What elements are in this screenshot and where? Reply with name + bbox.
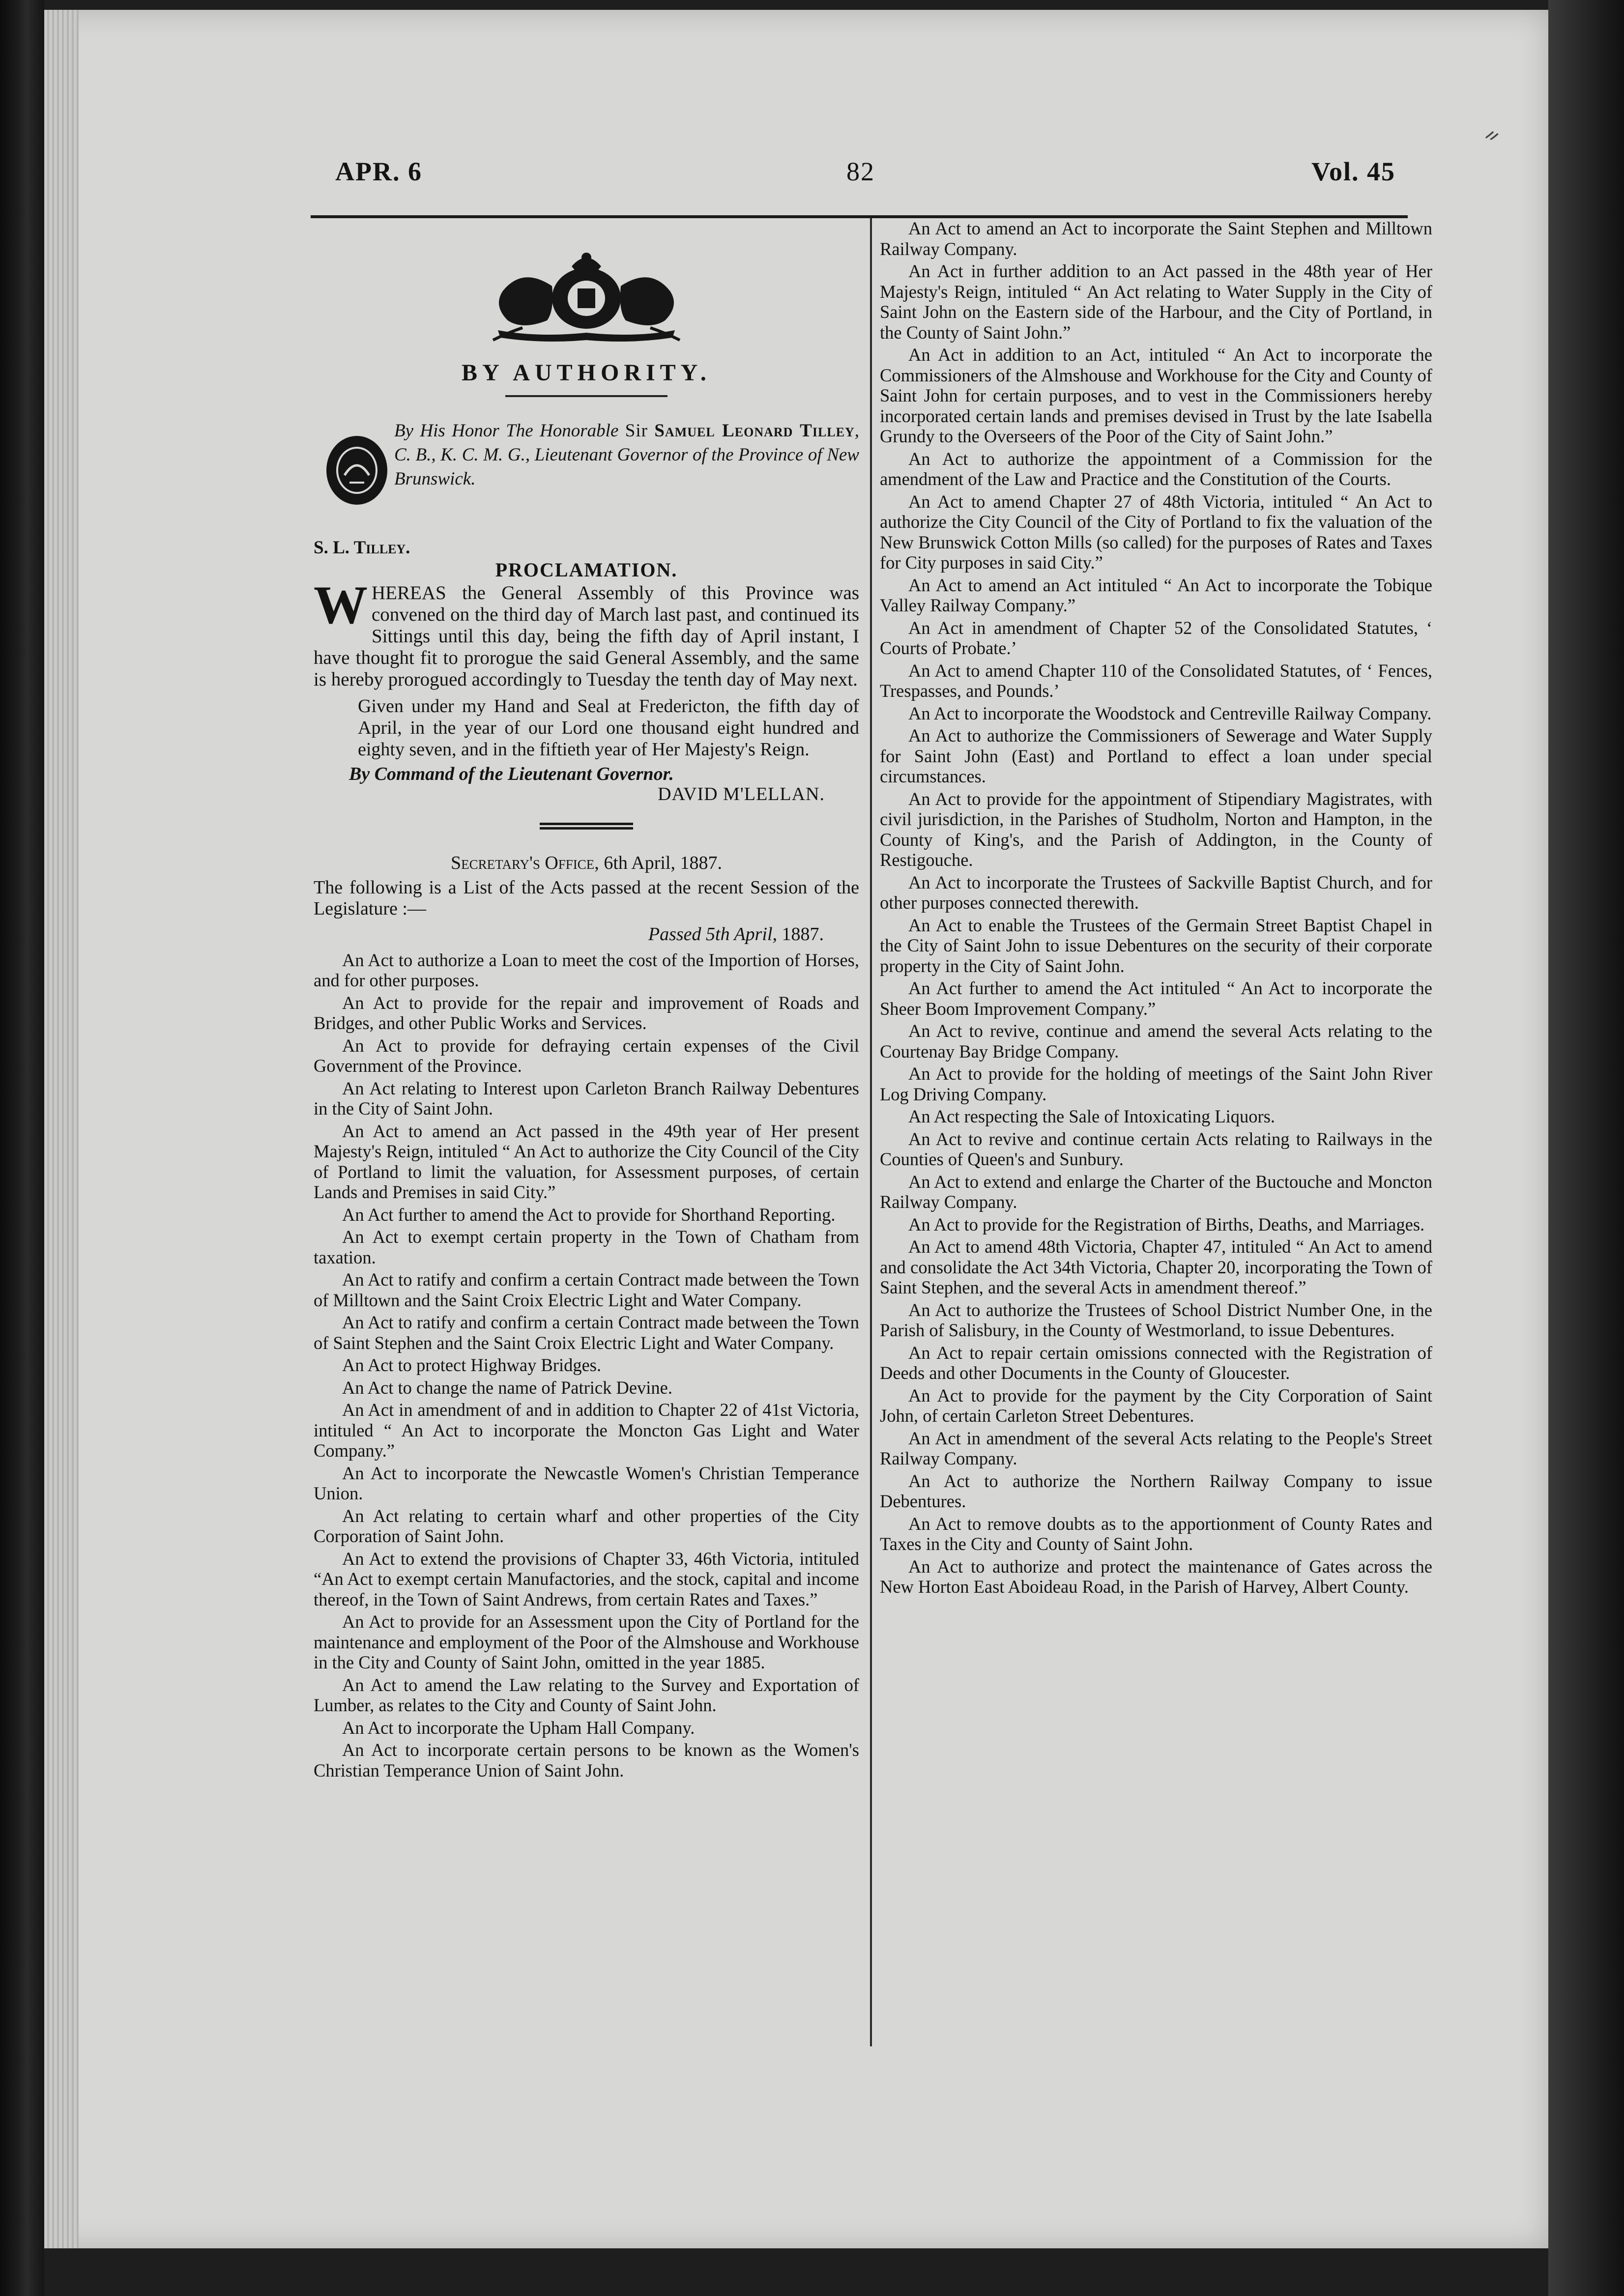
act-item: An Act relating to certain wharf and other properties of the City Corporation of Saint John. <box>314 1505 859 1546</box>
act-item: An Act to amend an Act to incorporate the Saint Stephen and Milltown Railway Company. <box>880 218 1432 259</box>
act-item: An Act to incorporate the Woodstock and Centreville Railway Company. <box>908 703 1432 723</box>
header-date: APR. 6 <box>335 157 422 186</box>
act-item: An Act respecting the Sale of Intoxicating Liquors. <box>908 1106 1276 1126</box>
by-authority-heading: BY AUTHORITY. <box>462 360 711 386</box>
act-item: An Act to authorize the Commissioners of Sewerage and Water Supply for Saint John (East) and Portland to effect a loan under special circumstances. <box>880 725 1432 786</box>
act-item: An Act to amend Chapter 27 of 48th Victoria, intituled “ An Act to authorize the City Council of the City of Portland to fix the valuation of the New Brunswick Cotton Mills (so called) for the purposes of Rates and Taxes for City purposes in said City.” <box>880 491 1432 573</box>
act-item: An Act to protect Highway Bridges. <box>342 1355 602 1375</box>
act-item: An Act to amend 48th Victoria, Chapter 47, intituled “ An Act to amend and consolidate the Act 34th Victoria, Chapter 20, incorporating the Town of Saint Stephen, and the several Acts in amendment thereof.” <box>880 1236 1432 1297</box>
act-item: An Act to repair certain omissions connected with the Registration of Deeds and other Documents in the County of Gloucester. <box>880 1342 1432 1383</box>
left-column <box>314 216 859 1782</box>
right-column <box>880 218 1432 1599</box>
act-item: An Act to enable the Trustees of the Germain Street Baptist Chapel in the City of Saint John to issue Debentures on the security of their corporate property in the City of Saint John. <box>880 915 1432 976</box>
passed-year: 1887. <box>782 924 824 945</box>
drop-cap: W <box>314 574 368 635</box>
act-item: An Act to amend Chapter 110 of the Consolidated Statutes, of ‘ Fences, Trespasses, and Pounds.’ <box>880 660 1432 701</box>
secretary-office-line <box>314 853 859 874</box>
act-item: An Act to authorize the appointment of a Commission for the amendment of the Law and Practice and the Constitution of the Courts. <box>880 448 1432 489</box>
act-item: An Act to provide for the appointment of Stipendiary Magistrates, with civil jurisdiction, in the Parishes of Studholm, Norton and Hampton, in the County of King's, and the Parish of Addington, in the County of Restigouche. <box>880 788 1432 870</box>
act-item: An Act to ratify and confirm a certain Contract made between the Town of Milltown and the Saint Croix Electric Light and Water Company. <box>314 1269 859 1310</box>
act-item: An Act to incorporate certain persons to be known as the Women's Christian Temperance Union of Saint John. <box>314 1740 859 1780</box>
passed-date <box>314 924 824 945</box>
act-item: An Act to authorize the Trustees of School District Number One, in the Parish of Salisbury, in the County of Westmorland, to issue Debentures. <box>880 1299 1432 1340</box>
given-under-hand: Given under my Hand and Seal at Fredericton, the fifth day of April, in the year of our Lord one thousand eight hundred and eighty seven, and in the fiftieth year of Her Majesty's Reign. <box>358 695 859 760</box>
act-item: An Act in addition to an Act, intituled “ An Act to incorporate the Commissioners of the Almshouse and Workhouse for the City and County of Saint John for certain purposes, and to vest in the Commissioners hereby incorporated certain lands and premises devised in Trust by the late Isabella Grundy to the Overseers of the Poor of the City of Saint John.” <box>880 344 1432 446</box>
act-item: An Act to revive, continue and amend the several Acts relating to the Courtenay Bay Bridge Company. <box>880 1021 1432 1062</box>
proclamation-title: PROCLAMATION. <box>495 559 678 581</box>
governor-titles: , C. B., K. C. M. G., Lieutenant Governor of the Province of New Brunswick. <box>394 420 860 489</box>
act-item: An Act to remove doubts as to the apportionment of County Rates and Taxes in the City and County of Saint John. <box>880 1513 1432 1554</box>
act-item: An Act to change the name of Patrick Devine. <box>342 1377 672 1398</box>
governor-name: Samuel Leonard Tilley <box>654 420 855 441</box>
seal-icon <box>322 433 391 507</box>
act-item: An Act to ratify and confirm a certain Contract made between the Town of Saint Stephen and the Saint Croix Electric Light and Water Company. <box>314 1312 859 1353</box>
act-item: An Act to incorporate the Upham Hall Company. <box>342 1717 695 1738</box>
act-item: An Act to incorporate the Newcastle Women's Christian Temperance Union. <box>314 1463 859 1503</box>
act-item: An Act to provide for the holding of meetings of the Saint John River Log Driving Company. <box>880 1063 1432 1104</box>
royal-arms-icon <box>449 247 724 345</box>
secretary-date: 6th April, 1887. <box>604 852 722 873</box>
governor-sir: Sir <box>625 420 648 441</box>
header-volume: Vol. 45 <box>1311 157 1396 186</box>
heading-rule <box>505 395 667 397</box>
act-item: An Act to authorize a Loan to meet the cost of the Importion of Horses, and for other purposes. <box>314 949 859 990</box>
act-item: An Act to provide for the repair and improvement of Roads and Bridges, and other Public Works and Services. <box>314 992 859 1033</box>
page-stack-edge <box>44 10 79 2248</box>
signer: S. L. Tilley. <box>314 537 410 558</box>
act-item: An Act to provide for defraying certain expenses of the Civil Government of the Province. <box>314 1035 859 1076</box>
act-item: An Act in amendment of Chapter 52 of the Consolidated Statutes, ‘ Courts of Probate.’ <box>880 617 1432 658</box>
act-item: An Act relating to Interest upon Carleton Branch Railway Debentures in the City of Saint John. <box>314 1078 859 1119</box>
act-item: An Act to extend and enlarge the Charter of the Buctouche and Moncton Railway Company. <box>880 1171 1432 1212</box>
act-item: An Act to exempt certain property in the Town of Chatham from taxation. <box>314 1227 859 1267</box>
proclamation-text: HEREAS the General Assembly of this Province was convened on the third day of March last past, and continued its Sittings until this day, being the fifth day of April instant, I have thought fit to prorogue the said General Assembly, and the same is hereby prorogued accordingly to Tuesday the tenth day of May next. <box>314 582 859 690</box>
act-item: An Act to authorize the Northern Railway Company to issue Debentures. <box>880 1470 1432 1511</box>
act-item: An Act to authorize and protect the maintenance of Gates across the New Horton East Aboideau Road, in the Parish of Harvey, Albert County. <box>880 1556 1432 1597</box>
act-item: An Act to provide for an Assessment upon the City of Portland for the maintenance and employment of the Poor of the Almshouse and Workhouse in the City and County of Saint John, omitted in the year 1885. <box>314 1611 859 1672</box>
act-item: An Act further to amend the Act intituled “ An Act to incorporate the Sheer Boom Improvement Company.” <box>880 978 1432 1019</box>
royal-arms <box>314 247 859 349</box>
act-item: An Act in further addition to an Act passed in the 48th year of Her Majesty's Reign, intituled “ An Act relating to Water Supply in the City of Saint John on the Eastern side of the Harbour, and the City of Portland, in the County of Saint John.” <box>880 261 1432 343</box>
act-item: An Act in amendment of the several Acts relating to the People's Street Railway Company. <box>880 1428 1432 1468</box>
act-item: An Act to revive and continue certain Acts relating to Railways in the Counties of Queen's and Sunbury. <box>880 1128 1432 1169</box>
acts-list-right <box>880 218 1432 1597</box>
binding-shadow <box>1548 0 1624 2296</box>
command-line: By Command of the Lieutenant Governor. <box>349 763 674 784</box>
governor-prefix: By His Honor The Honorable <box>394 420 619 441</box>
proclamation-body <box>314 574 859 690</box>
header-page-number: 82 <box>846 157 875 186</box>
secretary-signature: DAVID M'LELLAN. <box>658 784 825 804</box>
act-item: An Act further to amend the Act to provide for Shorthand Reporting. <box>342 1204 836 1225</box>
act-item: An Act to amend the Law relating to the Survey and Exportation of Lumber, as relates to the City and County of Saint John. <box>314 1674 859 1715</box>
column-divider <box>870 218 872 2046</box>
act-item: An Act to extend the provisions of Chapter 33, 46th Victoria, intituled “An Act to exempt certain Manufactories, and the stock, capital and income thereof, in the Town of Saint Andrews, from certain Rates and Taxes.” <box>314 1548 859 1609</box>
acts-list-left <box>314 950 859 1781</box>
governor-title-block <box>314 419 859 542</box>
act-item: An Act to amend an Act passed in the 49th year of Her present Majesty's Reign, intituled “ An Act to authorize the City Council of the City of Portland to limit the valuation, for Assessment purposes, of certain Lands and Premises in said City.” <box>314 1120 859 1202</box>
secretary-office: Secretary's Office, <box>450 852 599 873</box>
corner-mark: ᨀ <box>1484 123 1501 145</box>
act-item: An Act to amend an Act intituled “ An Act to incorporate the Tobique Valley Railway Company.” <box>880 574 1432 615</box>
ornamental-rule-icon <box>540 822 633 832</box>
scan-dark-edge <box>0 0 44 2296</box>
act-item: An Act in amendment of and in addition to Chapter 22 of 41st Victoria, intituled “ An Act to incorporate the Moncton Gas Light and Water Company.” <box>314 1400 859 1461</box>
act-item: An Act to provide for the payment by the City Corporation of Saint John, of certain Carleton Street Debentures. <box>880 1385 1432 1426</box>
passed-label: Passed 5th April, <box>648 924 777 945</box>
acts-intro: The following is a List of the Acts passed at the recent Session of the Legislature :— <box>314 877 859 919</box>
act-item: An Act to incorporate the Trustees of Sackville Baptist Church, and for other purposes connected therewith. <box>880 872 1432 913</box>
act-item: An Act to provide for the Registration of Births, Deaths, and Marriages. <box>908 1214 1425 1234</box>
